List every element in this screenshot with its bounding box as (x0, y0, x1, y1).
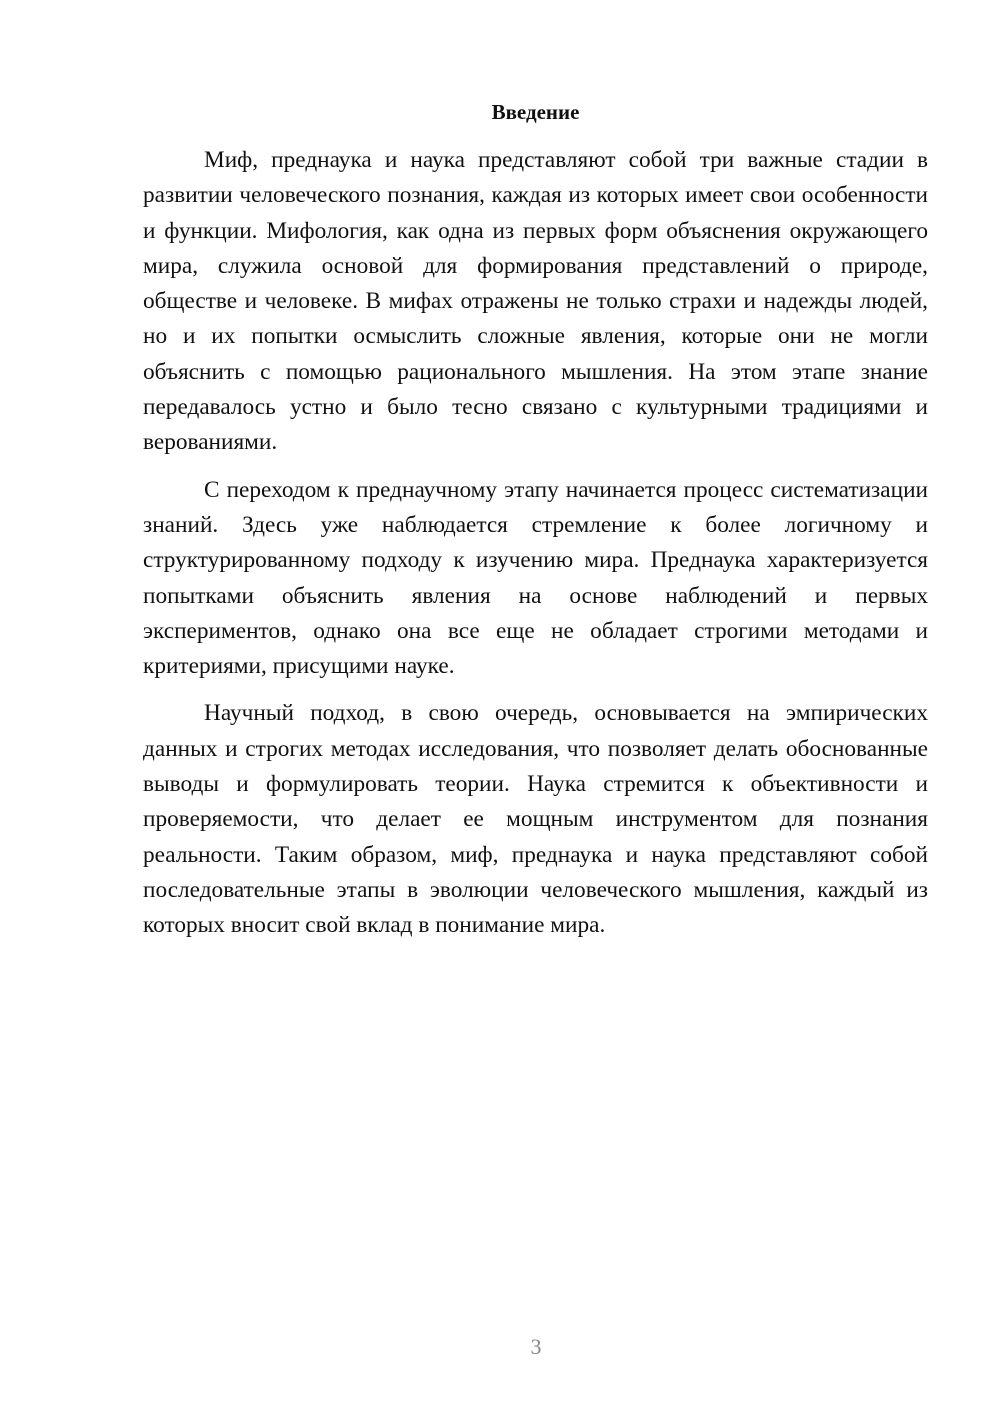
body-text (143, 143, 928, 956)
paragraph-science: Научный подход, в свою очередь, основывается на эмпирических данных и строгих методах исследования, что позволяет делать обоснованные выводы и формулировать теории. Наука стремится к объективности и проверяемости, что делает ее мощным инструментом для познания реальности. Таким образом, миф, преднаука и наука представляют собой последовательные этапы в эволюции человеческого мышления, каждый из которых вносит свой вклад в понимание мира. (143, 700, 928, 939)
section-title: Введение (491, 100, 580, 124)
paragraph-myth: Миф, преднаука и наука представляют собой три важные стадии в развитии человеческого познания, каждая из которых имеет свои особенности и функции. Мифология, как одна из первых форм объяснения окружающего мира, служила основой для формирования представлений о природе, обществе и человеке. В мифах отражены не только страхи и надежды людей, но и их попытки осмыслить сложные явления, которые они не могли объяснить с помощью рационального мышления. На этом этапе знание передавалось устно и было тесно связано с культурными традициями и верованиями. (143, 147, 928, 456)
paragraph-prescience: С переходом к преднаучному этапу начинается процесс систематизации знаний. Здесь уже наблюдается стремление к более логичному и структурированному подходу к изучению мира. Преднаука характеризуется попытками объяснить явления на основе наблюдений и первых экспериментов, однако она все еще не обладает строгими методами и критериями, присущими науке. (143, 476, 928, 680)
page-number: 3 (530, 1334, 542, 1359)
